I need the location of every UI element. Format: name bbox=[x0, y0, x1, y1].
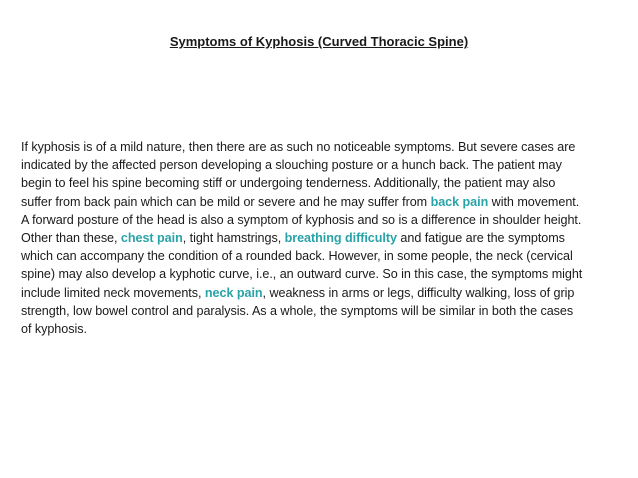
text-line bbox=[21, 229, 619, 247]
text-run: Other than these, bbox=[21, 231, 121, 246]
text-line bbox=[21, 174, 619, 192]
highlight-neck-pain: neck pain bbox=[204, 285, 263, 300]
highlight-chest-pain: chest pain bbox=[120, 231, 183, 246]
text-line bbox=[21, 320, 619, 338]
text-run: , tight hamstrings, bbox=[182, 231, 285, 246]
text-line bbox=[21, 265, 619, 283]
text-line bbox=[21, 156, 619, 174]
text-run: of kyphosis. bbox=[21, 322, 87, 337]
text-line bbox=[21, 193, 619, 211]
text-run: with movement. bbox=[488, 194, 580, 209]
text-line bbox=[21, 302, 619, 320]
highlight-back-pain: back pain bbox=[430, 194, 489, 209]
text-run: strength, low bowel control and paralysis. As a whole, the symptoms will be similar in both the cases bbox=[21, 303, 574, 318]
page-title: Symptoms of Kyphosis (Curved Thoracic Spine) bbox=[169, 34, 469, 49]
text-line bbox=[21, 247, 619, 265]
text-run: spine) may also develop a kyphotic curve, i.e., an outward curve. So in this case, the symptoms might bbox=[21, 267, 583, 282]
text-line bbox=[21, 211, 619, 229]
text-run: include limited neck movements, bbox=[21, 285, 205, 300]
text-run: indicated by the affected person developing a slouching posture or a hunch back. The patient may bbox=[21, 158, 562, 173]
text-run: suffer from back pain which can be mild or severe and he may suffer from bbox=[21, 194, 431, 209]
text-run: begin to feel his spine becoming stiff or undergoing tenderness. Additionally, the patient may also bbox=[21, 176, 556, 191]
text-line bbox=[21, 138, 619, 156]
text-run: and fatigue are the symptoms bbox=[396, 231, 565, 246]
body-paragraph bbox=[21, 138, 619, 338]
text-run: , weakness in arms or legs, difficulty walking, loss of grip bbox=[262, 285, 575, 300]
highlight-breathing-difficulty: breathing difficulty bbox=[284, 231, 397, 246]
text-run: If kyphosis is of a mild nature, then there are as such no noticeable symptoms. But severe cases are bbox=[21, 140, 576, 154]
text-line bbox=[21, 284, 619, 302]
text-run: A forward posture of the head is also a symptom of kyphosis and so is a difference in shoulder height. bbox=[21, 212, 582, 227]
text-run: which can accompany the condition of a rounded back. However, in some people, the neck (cervical bbox=[21, 249, 573, 264]
